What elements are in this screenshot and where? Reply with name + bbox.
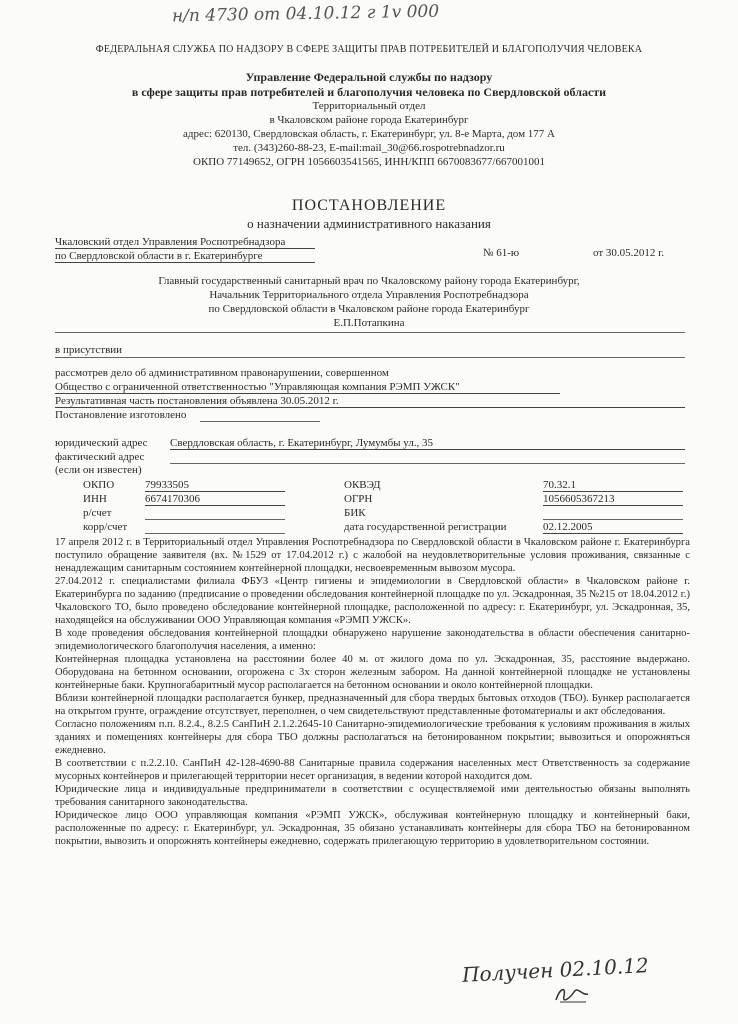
resolution-announced: Результативная часть постановления объявлена 30.05.2012 г. [55, 395, 685, 408]
body-paragraph: Согласно положениям п.п. 8.2.4., 8.2.5 СанПиН 2.1.2.2645-10 Санитарно-эпидемиологические требования к условиям проживания в жилых зданиях и помещениях контейнеры для сбора ТБО должны располагаться на бетонированном покрытии; вывозиться и опорожняться ежедневно. [55, 719, 690, 756]
official-line-2: Начальник Территориального отдела Управления Роспотребнадзора [209, 289, 529, 301]
okpo-label: ОКПО [83, 479, 115, 491]
unit-contacts: тел. (343)260-88-23, E-mail:mail_30@66.rospotrebnadzor.ru [233, 142, 505, 154]
body-paragraph: Юридическое лицо ООО управляющая компания «РЭМП УЖСК», обслуживая контейнерную площадку и контейнерный баки, расположенные по адресу: г. Екатеринбург, ул. Эскадронная, 35 обязано устанавливать контейнеры для сбора ТБО на бетонированном покрытии, вывозить и опорожнять контейнеры ежедневно, содержать прилегающую территорию в удовлетворительном состоянии. [55, 810, 690, 847]
regdate-label: дата государственной регистрации [344, 521, 507, 533]
dept-line-2: в сфере защиты прав потребителей и благополучия человека по Свердловской области [131, 85, 607, 99]
document-title: ПОСТАНОВЛЕНИЕ [291, 197, 447, 214]
body-paragraph: В ходе проведения обследования контейнерной площадки обнаружено нарушение законодательства в области обеспечения санитарно-эпидемиологического благополучия населения, а именно: [55, 628, 690, 652]
handwritten-received-note: Получен 02.10.12 [461, 953, 650, 987]
document-number: № 61-ю [483, 247, 520, 259]
okved-label: ОКВЭД [344, 479, 381, 491]
unit-line-2: в Чкаловском районе города Екатеринбург [269, 114, 469, 126]
rs-label: р/счет [83, 507, 112, 519]
actual-address-label: фактический адрес [55, 451, 145, 463]
issuer-line-1: Чкаловский отдел Управления Роспотребнадзора [55, 236, 315, 249]
body-paragraph: Контейнерная площадка установлена на расстоянии более 40 м. от жилого дома по ул. Эскадронная, 35, расстояние выдержано. Оборудована на бетонном основании, огорожена с 3х сторон железным забором. На данной контейнерной площадке не установлены контейнерные баки. Крупногабаритный мусор располагается на бетонном основании и около контейнерной площадки. [55, 654, 690, 691]
actual-address-line [170, 463, 685, 464]
bik-label: БИК [344, 507, 366, 519]
legal-address-value: Свердловская область, г. Екатеринбург, Лумумбы ул., 35 [170, 437, 685, 450]
considered-label: рассмотрев дело об административном правонарушении, совершенном [55, 367, 389, 379]
document-subtitle: о назначении административного наказания [247, 216, 491, 231]
presence-line [55, 357, 685, 358]
official-line-1: Главный государственный санитарный врач по Чкаловскому району города Екатеринбург, [158, 275, 580, 287]
body-paragraph: В соответствии с п.2.2.10. СанПиН 42-128-4690-88 Санитарные правила содержания населенных мест Ответственность за содержание мусорных контейнеров и прилегающей территории несет организация, в ведении которой находится дом. [55, 758, 690, 782]
document-date: от 30.05.2012 г. [593, 247, 665, 259]
ogrn-value: 1056605367213 [543, 493, 683, 506]
body-text [55, 536, 690, 848]
company-name: Общество с ограниченной ответственностью "Управляющая компания РЭМП УЖСК" [55, 381, 560, 394]
issuer-line-2: по Свердловской области в г. Екатеринбурге [55, 250, 315, 263]
unit-address: адрес: 620130, Свердловская область, г. Екатеринбург, ул. 8-е Марта, дом 177 А [182, 128, 555, 140]
bik-line [543, 519, 683, 520]
unit-codes: ОКПО 77149652, ОГРН 1056603541565, ИНН/КПП 6670083677/667001001 [193, 156, 545, 168]
body-paragraph: Юридические лица и индивидуальные предприниматели в соответствии с осуществляемой ими деятельностью обязаны выполнять требования санитарного законодательства. [55, 784, 690, 808]
presence-label: в присутствии [55, 344, 123, 356]
body-paragraph: 17 апреля 2012 г. в Территориальный отдел Управления Роспотребнадзора по Свердловской области в Чкаловском районе г. Екатеринбурга поступило обращение заявителя (вх. №1529 от 17.04.2012 г.) с жалобой на неудовлетворительные условия проживания, связанные с ненадлежащим санитарным состоянием контейнерной площадки, несвоевременным вывозом мусора. [55, 537, 690, 574]
ks-label: корр/счет [83, 521, 128, 533]
signature-icon [552, 982, 592, 1006]
legal-address-label: юридический адрес [55, 437, 148, 449]
body-paragraph: 27.04.2012 г. специалистами филиала ФБУЗ «Центр гигиены и эпидемиологии в Свердловской области» в Чкаловском районе г. Екатеринбурга по заданию (предписание о проведении обследования контейнерной площадке по ул. Эскадронная, 35 №215 от 18.04.2012 г.) Чкаловского ТО, было проведено обследование контейнерной площадке, расположенной по адресу: г. Екатеринбург, ул. Эскадронная, 35, находящейся на обслуживании ООО Управляющая компания «РЭМП УЖСК». [55, 576, 690, 626]
body-paragraph: Вблизи контейнерной площадки располагается бункер, предназначенный для сбора твердых бытовых отходов (ТБО). Бункер располагается на открытом грунте, ограждение отсутствует, переполнен, о чем свидетельствуют представленные фотоматериалы и акт обследования. [55, 693, 690, 717]
okved-value: 70.32.1 [543, 479, 683, 492]
regdate-value: 02.12.2005 [543, 521, 683, 534]
resolution-made-line [200, 421, 320, 422]
rs-line [145, 519, 285, 520]
ks-line [145, 533, 285, 534]
okpo-value: 79933505 [145, 479, 285, 492]
official-underline [55, 332, 685, 333]
official-line-3: по Свердловской области в Чкаловском районе города Екатеринбург [208, 303, 530, 315]
dept-line-1: Управление Федеральной службы по надзору [245, 70, 493, 84]
unit-line-1: Территориальный отдел [312, 100, 426, 112]
inn-label: ИНН [83, 493, 107, 505]
ogrn-label: ОГРН [344, 493, 373, 505]
inn-value: 6674170306 [145, 493, 285, 506]
handwritten-registration-note: н/п 4730 от 04.10.12 г 1v 000 [171, 1, 440, 27]
resolution-made-label: Постановление изготовлено [55, 409, 187, 421]
official-name: Е.П.Потапкина [333, 317, 405, 329]
actual-address-note: (если он известен) [55, 464, 142, 476]
agency-header: ФЕДЕРАЛЬНАЯ СЛУЖБА ПО НАДЗОРУ В СФЕРЕ ЗАЩИТЫ ПРАВ ПОТРЕБИТЕЛЕЙ И БЛАГОПОЛУЧИЯ ЧЕЛОВЕКА [95, 44, 643, 55]
